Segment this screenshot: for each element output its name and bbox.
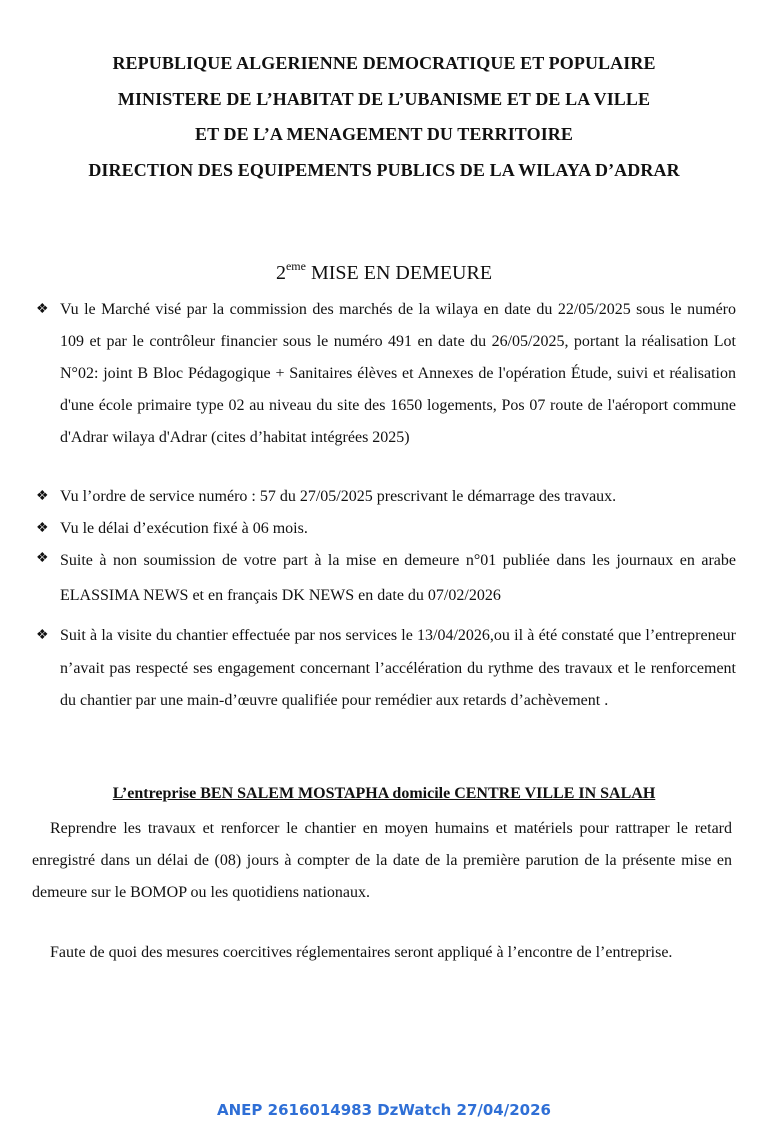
bullet-text: Vu l’ordre de service numéro : 57 du 27/05/2025 prescrivant le démarrage des travaux.	[60, 488, 617, 505]
header-line-republic: REPUBLIQUE ALGERIENNE DEMOCRATIQUE ET POPULAIRE	[112, 53, 656, 73]
header-line-direction: DIRECTION DES EQUIPEMENTS PUBLICS DE LA WILAYA D’ADRAR	[88, 159, 680, 180]
bullet-item-service-order	[36, 481, 736, 513]
publication-reference: ANEP 2616014983 DzWatch 27/04/2026	[217, 1101, 551, 1119]
diamond-bullet-icon: ❖	[36, 489, 49, 504]
title-ordinal: 2	[275, 262, 286, 284]
paragraph-sanction: Faute de quoi des mesures coercitives réglementaires seront appliqué à l’encontre de l’entreprise.	[50, 944, 673, 961]
diamond-bullet-icon: ❖	[36, 521, 49, 536]
paragraph-demand: Reprendre les travaux et renforcer le chantier en moyen humains et matériels pour rattraper le retard enregistré dans un délai de (08) jours à compter de la date de la première parution de la présente mise en demeure sur le BOMOP ou les quotidiens nationaux.	[32, 820, 732, 901]
company-line: L’entreprise BEN SALEM MOSTAPHA domicile CENTRE VILLE IN SALAH	[112, 785, 656, 802]
diamond-bullet-icon: ❖	[36, 628, 49, 643]
document-header	[0, 46, 768, 188]
header-line-territory: ET DE L’A MENAGEMENT DU TERRITOIRE	[195, 124, 573, 144]
bullet-item-first-notice	[36, 543, 736, 613]
bullet-item-delay	[36, 513, 736, 545]
header-line-ministry: MINISTERE DE L’HABITAT DE L’UBANISME ET DE LA VILLE	[117, 88, 651, 109]
diamond-bullet-icon: ❖	[36, 302, 49, 317]
bullet-text: Suit à la visite du chantier effectuée par nos services le 13/04/2026,ou il à été constaté que l’entrepreneur n’avait pas respecté ses engagement concernant l’accélération du rythme des travaux et le renforcement du chantier par une main-d’œuvre qualifiée pour remédier aux retards d’achèvement .	[60, 627, 736, 709]
bullet-item-market	[36, 294, 736, 454]
title-superscript: eme	[285, 259, 306, 273]
diamond-bullet-icon: ❖	[36, 551, 49, 566]
bullet-text: Vu le délai d’exécution fixé à 06 mois.	[60, 520, 308, 537]
bullet-text: Vu le Marché visé par la commission des marchés de la wilaya en date du 22/05/2025 sous le numéro 109 et par le contrôleur financier sous le numéro 491 en date du 26/05/2025, portant la réalisation Lot N°02: joint B Bloc Pédagogique + Sanitaires élèves et Annexes de l'opération Étude, suivi et réalisation d'une école primaire type 02 au niveau du site des 1650 logements, Pos 07 route de l'aéroport commune d'Adrar wilaya d'Adrar (cites d’habitat intégrées 2025)	[60, 301, 736, 446]
bullet-item-site-visit	[36, 620, 736, 718]
bullet-text: Suite à non soumission de votre part à la mise en demeure n°01 publiée dans les journaux en arabe ELASSIMA NEWS et en français DK NEWS en date du 07/02/2026	[60, 552, 736, 604]
title-text: MISE EN DEMEURE	[310, 262, 493, 284]
document-title	[0, 259, 768, 285]
